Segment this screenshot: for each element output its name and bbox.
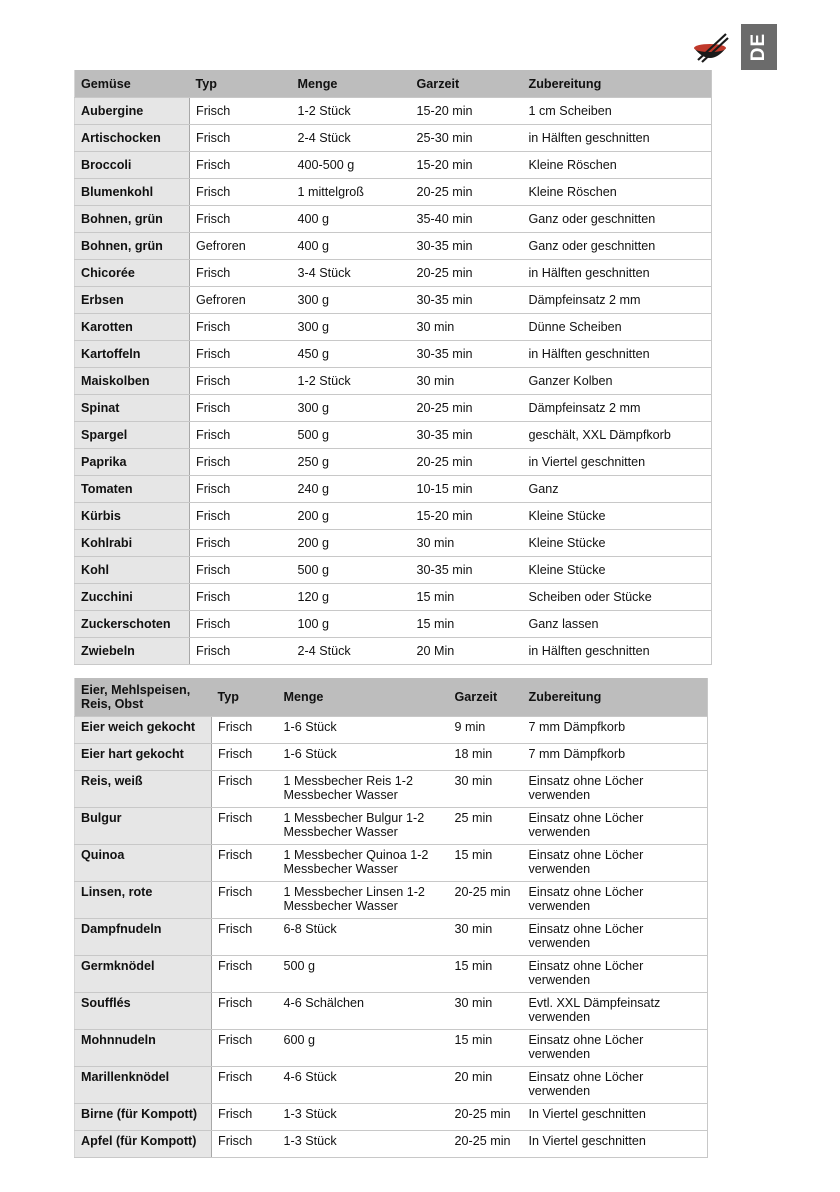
cell-amount: 200 g [292, 503, 411, 530]
cell-item: Kartoffeln [75, 341, 190, 368]
table-row [75, 717, 708, 744]
cell-cooking-time: 15-20 min [411, 98, 523, 125]
table-row [75, 98, 712, 125]
table-row [75, 919, 708, 956]
table-row [75, 993, 708, 1030]
cell-item: Eier hart gekocht [75, 744, 212, 771]
steamer-bowl-logo-icon [690, 28, 730, 68]
column-header-cooking-time: Garzeit [411, 70, 523, 98]
cell-amount: 1-2 Stück [292, 98, 411, 125]
cell-preparation: in Viertel geschnitten [523, 449, 712, 476]
cell-preparation: in Hälften geschnitten [523, 125, 712, 152]
cell-preparation: Ganz lassen [523, 611, 712, 638]
cell-type: Frisch [212, 1030, 278, 1067]
table-row [75, 287, 712, 314]
cell-amount: 1 mittelgroß [292, 179, 411, 206]
cell-item: Reis, weiß [75, 771, 212, 808]
cell-preparation: Ganzer Kolben [523, 368, 712, 395]
cell-preparation: 1 cm Scheiben [523, 98, 712, 125]
table-header-row [75, 678, 708, 717]
cell-amount: 2-4 Stück [292, 125, 411, 152]
cell-preparation: Einsatz ohne Löcher verwenden [523, 845, 708, 882]
cell-cooking-time: 30 min [449, 993, 523, 1030]
cell-amount: 1 Messbecher Bulgur 1-2 Messbecher Wasser [278, 808, 449, 845]
cell-type: Frisch [190, 152, 292, 179]
cell-preparation: Einsatz ohne Löcher verwenden [523, 808, 708, 845]
cell-amount: 1 Messbecher Linsen 1-2 Messbecher Wasser [278, 882, 449, 919]
cell-type: Frisch [212, 1131, 278, 1158]
cell-item: Zucchini [75, 584, 190, 611]
column-header-item: Gemüse [75, 70, 190, 98]
cell-item: Karotten [75, 314, 190, 341]
cell-amount: 300 g [292, 287, 411, 314]
cell-item: Maiskolben [75, 368, 190, 395]
cell-item: Linsen, rote [75, 882, 212, 919]
cell-type: Frisch [212, 993, 278, 1030]
table-row [75, 395, 712, 422]
cell-type: Gefroren [190, 287, 292, 314]
table-row [75, 611, 712, 638]
cell-type: Frisch [212, 1067, 278, 1104]
cell-preparation: Ganz oder geschnitten [523, 206, 712, 233]
cell-preparation: Dämpfeinsatz 2 mm [523, 395, 712, 422]
cell-amount: 400 g [292, 206, 411, 233]
cell-type: Frisch [212, 1104, 278, 1131]
cell-cooking-time: 15-20 min [411, 152, 523, 179]
cell-amount: 500 g [292, 557, 411, 584]
cell-amount: 4-6 Stück [278, 1067, 449, 1104]
table-row [75, 882, 708, 919]
cell-type: Frisch [190, 476, 292, 503]
cell-amount: 250 g [292, 449, 411, 476]
cell-amount: 4-6 Schälchen [278, 993, 449, 1030]
cell-amount: 1-3 Stück [278, 1131, 449, 1158]
column-header-cooking-time: Garzeit [449, 678, 523, 717]
cell-cooking-time: 30 min [449, 771, 523, 808]
cell-preparation: Einsatz ohne Löcher verwenden [523, 882, 708, 919]
column-header-preparation: Zubereitung [523, 70, 712, 98]
cell-item: Erbsen [75, 287, 190, 314]
cell-cooking-time: 30-35 min [411, 287, 523, 314]
cell-amount: 6-8 Stück [278, 919, 449, 956]
cell-cooking-time: 30-35 min [411, 233, 523, 260]
cell-preparation: Kleine Stücke [523, 557, 712, 584]
table-row [75, 206, 712, 233]
cell-item: Soufflés [75, 993, 212, 1030]
cell-type: Frisch [190, 530, 292, 557]
column-header-preparation: Zubereitung [523, 678, 708, 717]
cell-cooking-time: 15-20 min [411, 503, 523, 530]
cell-amount: 450 g [292, 341, 411, 368]
table-row [75, 233, 712, 260]
cell-item: Zwiebeln [75, 638, 190, 665]
cell-amount: 300 g [292, 314, 411, 341]
cell-item: Aubergine [75, 98, 190, 125]
cell-cooking-time: 15 min [449, 956, 523, 993]
cell-preparation: Kleine Stücke [523, 530, 712, 557]
table-row [75, 341, 712, 368]
cell-item: Bohnen, grün [75, 206, 190, 233]
cell-amount: 200 g [292, 530, 411, 557]
cell-type: Frisch [212, 882, 278, 919]
cell-cooking-time: 15 min [411, 584, 523, 611]
table-row [75, 845, 708, 882]
cell-cooking-time: 30 min [449, 919, 523, 956]
cell-amount: 400 g [292, 233, 411, 260]
cell-item: Birne (für Kompott) [75, 1104, 212, 1131]
cell-type: Gefroren [190, 233, 292, 260]
table-row [75, 1030, 708, 1067]
cell-preparation: 7 mm Dämpfkorb [523, 744, 708, 771]
table-row [75, 956, 708, 993]
cell-amount: 300 g [292, 395, 411, 422]
cell-amount: 400-500 g [292, 152, 411, 179]
cell-type: Frisch [190, 584, 292, 611]
cell-amount: 1-6 Stück [278, 744, 449, 771]
column-header-item: Eier, Mehlspeisen, Reis, Obst [75, 678, 212, 717]
table-row [75, 808, 708, 845]
table-row [75, 179, 712, 206]
cell-preparation: geschält, XXL Dämpfkorb [523, 422, 712, 449]
table-row [75, 314, 712, 341]
table-row [75, 449, 712, 476]
cell-type: Frisch [190, 260, 292, 287]
cell-cooking-time: 30-35 min [411, 557, 523, 584]
cell-item: Eier weich gekocht [75, 717, 212, 744]
cell-amount: 240 g [292, 476, 411, 503]
cell-item: Bohnen, grün [75, 233, 190, 260]
cell-item: Mohnnudeln [75, 1030, 212, 1067]
cell-item: Quinoa [75, 845, 212, 882]
cell-cooking-time: 30 min [411, 314, 523, 341]
cell-type: Frisch [190, 422, 292, 449]
cell-cooking-time: 35-40 min [411, 206, 523, 233]
cell-cooking-time: 20-25 min [449, 1104, 523, 1131]
cell-preparation: In Viertel geschnitten [523, 1104, 708, 1131]
cell-item: Spargel [75, 422, 190, 449]
table-row [75, 260, 712, 287]
cell-amount: 600 g [278, 1030, 449, 1067]
cell-amount: 1 Messbecher Reis 1-2 Messbecher Wasser [278, 771, 449, 808]
cell-preparation: in Hälften geschnitten [523, 260, 712, 287]
cell-preparation: Einsatz ohne Löcher verwenden [523, 771, 708, 808]
cell-type: Frisch [212, 845, 278, 882]
cell-preparation: Kleine Stücke [523, 503, 712, 530]
cell-preparation: Einsatz ohne Löcher verwenden [523, 1067, 708, 1104]
cell-cooking-time: 9 min [449, 717, 523, 744]
cell-type: Frisch [190, 449, 292, 476]
cell-cooking-time: 18 min [449, 744, 523, 771]
cell-item: Germknödel [75, 956, 212, 993]
cell-item: Blumenkohl [75, 179, 190, 206]
cell-cooking-time: 25 min [449, 808, 523, 845]
column-header-amount: Menge [278, 678, 449, 717]
table-row [75, 771, 708, 808]
column-header-type: Typ [190, 70, 292, 98]
cell-type: Frisch [190, 611, 292, 638]
cell-cooking-time: 30 min [411, 368, 523, 395]
table-row [75, 530, 712, 557]
cell-type: Frisch [190, 98, 292, 125]
cell-type: Frisch [190, 368, 292, 395]
table-row [75, 1104, 708, 1131]
cell-item: Chicorée [75, 260, 190, 287]
cell-type: Frisch [190, 314, 292, 341]
table-row [75, 638, 712, 665]
table-row [75, 476, 712, 503]
cell-cooking-time: 30-35 min [411, 422, 523, 449]
cell-type: Frisch [212, 808, 278, 845]
cell-preparation: Dämpfeinsatz 2 mm [523, 287, 712, 314]
cell-type: Frisch [190, 638, 292, 665]
cell-item: Zuckerschoten [75, 611, 190, 638]
cell-cooking-time: 20-25 min [411, 260, 523, 287]
cell-amount: 120 g [292, 584, 411, 611]
cell-cooking-time: 20-25 min [411, 395, 523, 422]
cell-cooking-time: 15 min [411, 611, 523, 638]
cell-type: Frisch [190, 395, 292, 422]
table-row [75, 584, 712, 611]
cell-preparation: Evtl. XXL Dämpfeinsatz verwenden [523, 993, 708, 1030]
cell-type: Frisch [190, 206, 292, 233]
table-row [75, 557, 712, 584]
cell-cooking-time: 10-15 min [411, 476, 523, 503]
cell-cooking-time: 20 Min [411, 638, 523, 665]
table-row [75, 503, 712, 530]
column-header-amount: Menge [292, 70, 411, 98]
cell-preparation: Kleine Röschen [523, 152, 712, 179]
cell-cooking-time: 20-25 min [449, 882, 523, 919]
cell-preparation: Ganz [523, 476, 712, 503]
cell-item: Dampfnudeln [75, 919, 212, 956]
table-row [75, 152, 712, 179]
cell-amount: 1 Messbecher Quinoa 1-2 Messbecher Wasser [278, 845, 449, 882]
vegetables-table [74, 70, 712, 665]
cell-preparation: Einsatz ohne Löcher verwenden [523, 919, 708, 956]
cell-type: Frisch [190, 557, 292, 584]
cell-cooking-time: 15 min [449, 845, 523, 882]
cell-type: Frisch [212, 744, 278, 771]
table-row [75, 744, 708, 771]
cell-preparation: Kleine Röschen [523, 179, 712, 206]
cell-amount: 500 g [278, 956, 449, 993]
cell-amount: 500 g [292, 422, 411, 449]
cell-amount: 1-2 Stück [292, 368, 411, 395]
cell-type: Frisch [190, 503, 292, 530]
cell-cooking-time: 20 min [449, 1067, 523, 1104]
cell-type: Frisch [190, 125, 292, 152]
table-row [75, 368, 712, 395]
cell-item: Kohl [75, 557, 190, 584]
cell-item: Apfel (für Kompott) [75, 1131, 212, 1158]
cell-preparation: Scheiben oder Stücke [523, 584, 712, 611]
cell-preparation: In Viertel geschnitten [523, 1131, 708, 1158]
cell-type: Frisch [212, 717, 278, 744]
language-tab [741, 24, 777, 70]
eggs-dough-rice-fruit-table [74, 678, 708, 1158]
cell-item: Spinat [75, 395, 190, 422]
cell-item: Tomaten [75, 476, 190, 503]
cell-cooking-time: 25-30 min [411, 125, 523, 152]
cell-cooking-time: 20-25 min [411, 179, 523, 206]
cell-item: Artischocken [75, 125, 190, 152]
cell-cooking-time: 30-35 min [411, 341, 523, 368]
column-header-type: Typ [212, 678, 278, 717]
cell-type: Frisch [190, 179, 292, 206]
table-header-row [75, 70, 712, 98]
cell-item: Bulgur [75, 808, 212, 845]
cell-item: Marillenknödel [75, 1067, 212, 1104]
cell-amount: 1-6 Stück [278, 717, 449, 744]
table-row [75, 1131, 708, 1158]
cell-cooking-time: 20-25 min [449, 1131, 523, 1158]
cell-type: Frisch [212, 771, 278, 808]
cell-type: Frisch [212, 919, 278, 956]
cell-item: Kürbis [75, 503, 190, 530]
cell-preparation: Einsatz ohne Löcher verwenden [523, 1030, 708, 1067]
cell-amount: 2-4 Stück [292, 638, 411, 665]
cell-cooking-time: 20-25 min [411, 449, 523, 476]
cell-cooking-time: 30 min [411, 530, 523, 557]
cell-cooking-time: 15 min [449, 1030, 523, 1067]
cell-item: Broccoli [75, 152, 190, 179]
language-label: DE [748, 32, 769, 62]
cell-amount: 3-4 Stück [292, 260, 411, 287]
cell-type: Frisch [190, 341, 292, 368]
cell-item: Kohlrabi [75, 530, 190, 557]
cell-type: Frisch [212, 956, 278, 993]
cell-amount: 100 g [292, 611, 411, 638]
cell-preparation: Ganz oder geschnitten [523, 233, 712, 260]
cell-preparation: in Hälften geschnitten [523, 638, 712, 665]
cell-preparation: in Hälften geschnitten [523, 341, 712, 368]
table-row [75, 1067, 708, 1104]
table-row [75, 125, 712, 152]
cell-preparation: Dünne Scheiben [523, 314, 712, 341]
cell-preparation: 7 mm Dämpfkorb [523, 717, 708, 744]
cell-item: Paprika [75, 449, 190, 476]
cell-amount: 1-3 Stück [278, 1104, 449, 1131]
table-row [75, 422, 712, 449]
cell-preparation: Einsatz ohne Löcher verwenden [523, 956, 708, 993]
